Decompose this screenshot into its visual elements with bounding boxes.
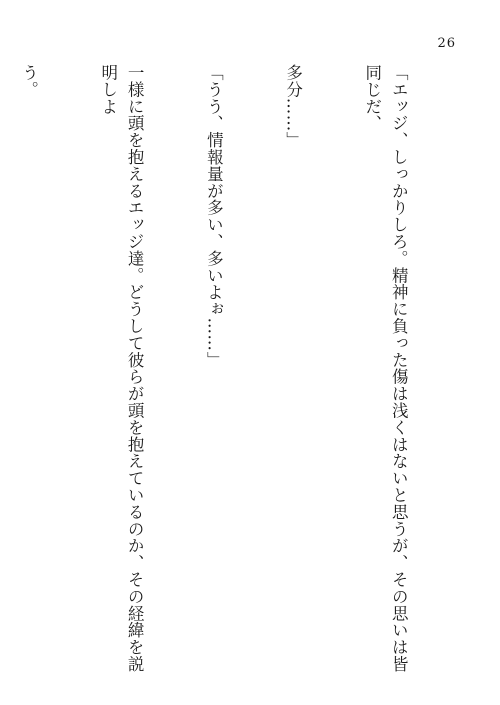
text-line: 一様に頭を抱えるエッジ達。どうして彼らが頭を抱えているのか、その経緯を説明しよ <box>98 64 145 673</box>
text-line: 多分……」 <box>283 64 303 149</box>
text-line: 「うう、情報量が多い、多いよぉ……」 <box>204 64 224 369</box>
text-line: 「エッジ、しっかりしろ。精神に負った傷は浅くはないと思うが、その思いは皆同じだ、 <box>362 64 409 673</box>
page-number: 26 <box>437 36 456 51</box>
body-text <box>0 64 464 684</box>
text-line: う。 <box>19 64 39 98</box>
